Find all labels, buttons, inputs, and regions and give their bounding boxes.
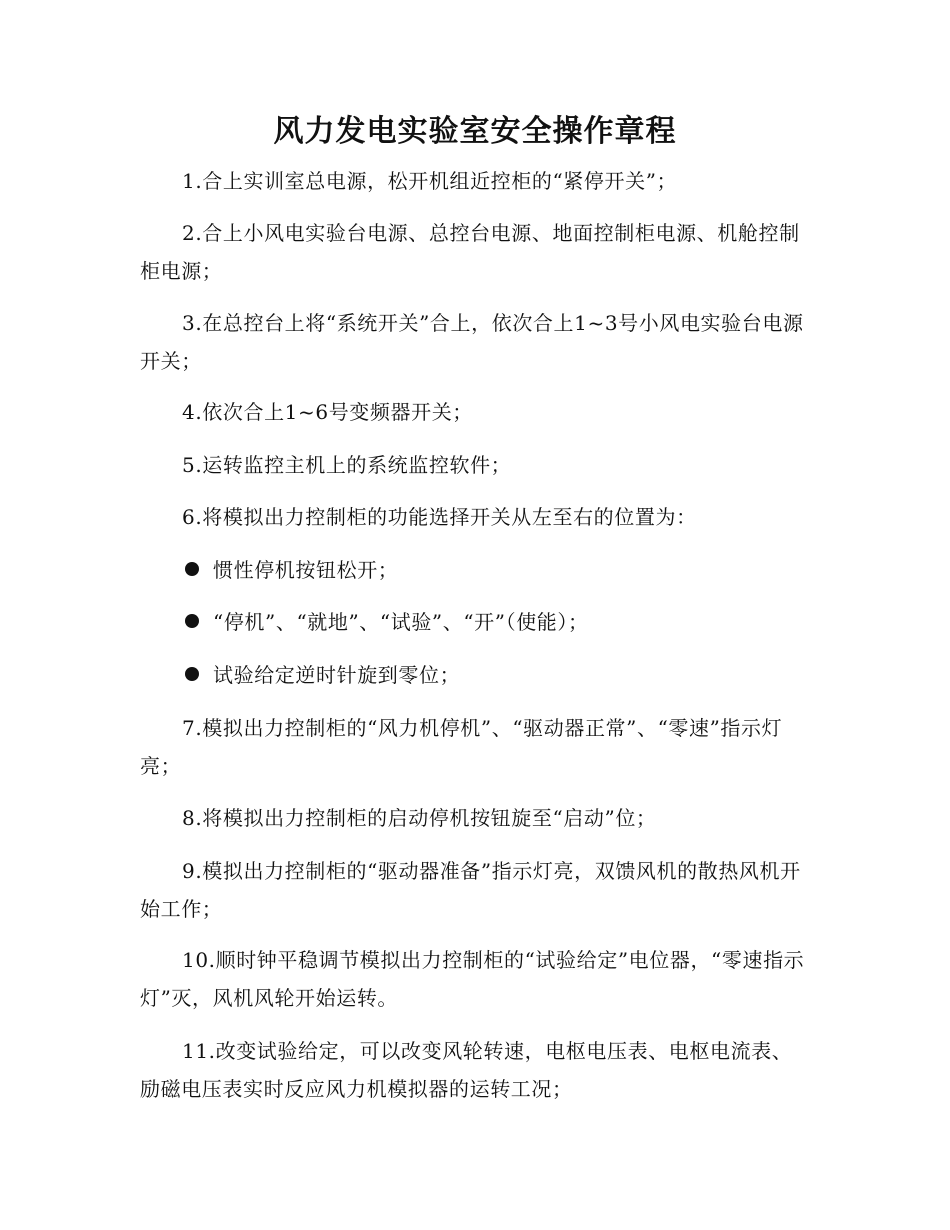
bullet-text: “停机”、“就地”、“试验”、“开”（使能）； — [213, 610, 589, 634]
step-10: 10.顺时钟平稳调节模拟出力控制柜的“试验给定”电位器，“零速指示灯”灭，风机风轮开始运转。 — [140, 948, 805, 1010]
bullet-dot-icon — [185, 614, 199, 628]
bullet-dot-icon — [185, 667, 199, 681]
bullet-item — [185, 656, 805, 694]
bullet-text: 试验给定逆时针旋到零位； — [213, 663, 461, 687]
step-7: 7.模拟出力控制柜的“风力机停机”、“驱动器正常”、“零速”指示灯亮； — [140, 716, 783, 778]
step-9: 9.模拟出力控制柜的“驱动器准备”指示灯亮，双馈风机的散热风机开始工作； — [140, 859, 801, 921]
bullet-dot-icon — [185, 562, 199, 576]
step-1: 1.合上实训室总电源，松开机组近控柜的“紧停开关”； — [182, 169, 678, 193]
step-11: 11.改变试验给定，可以改变风轮转速，电枢电压表、电枢电流表、励磁电压表实时反应风力机模拟器的运转工况； — [140, 1039, 793, 1101]
step-3: 3.在总控台上将“系统开关”合上，依次合上1~3号小风电实验台电源开关； — [140, 311, 804, 373]
step-4: 4.依次合上1~6号变频器开关； — [182, 400, 473, 424]
step-2: 2.合上小风电实验台电源、总控台电源、地面控制柜电源、机舱控制柜电源； — [140, 221, 800, 283]
step-8: 8.将模拟出力控制柜的启动停机按钮旋至“启动”位； — [182, 806, 657, 830]
step-5: 5.运转监控主机上的系统监控软件； — [182, 453, 512, 477]
bullet-item — [185, 551, 805, 589]
bullet-text: 惯性停机按钮松开； — [213, 558, 399, 582]
document-title: 风力发电实验室安全操作章程 — [273, 114, 677, 149]
step-6: 6.将模拟出力控制柜的功能选择开关从左至右的位置为： — [182, 505, 697, 529]
bullet-item — [185, 603, 805, 641]
